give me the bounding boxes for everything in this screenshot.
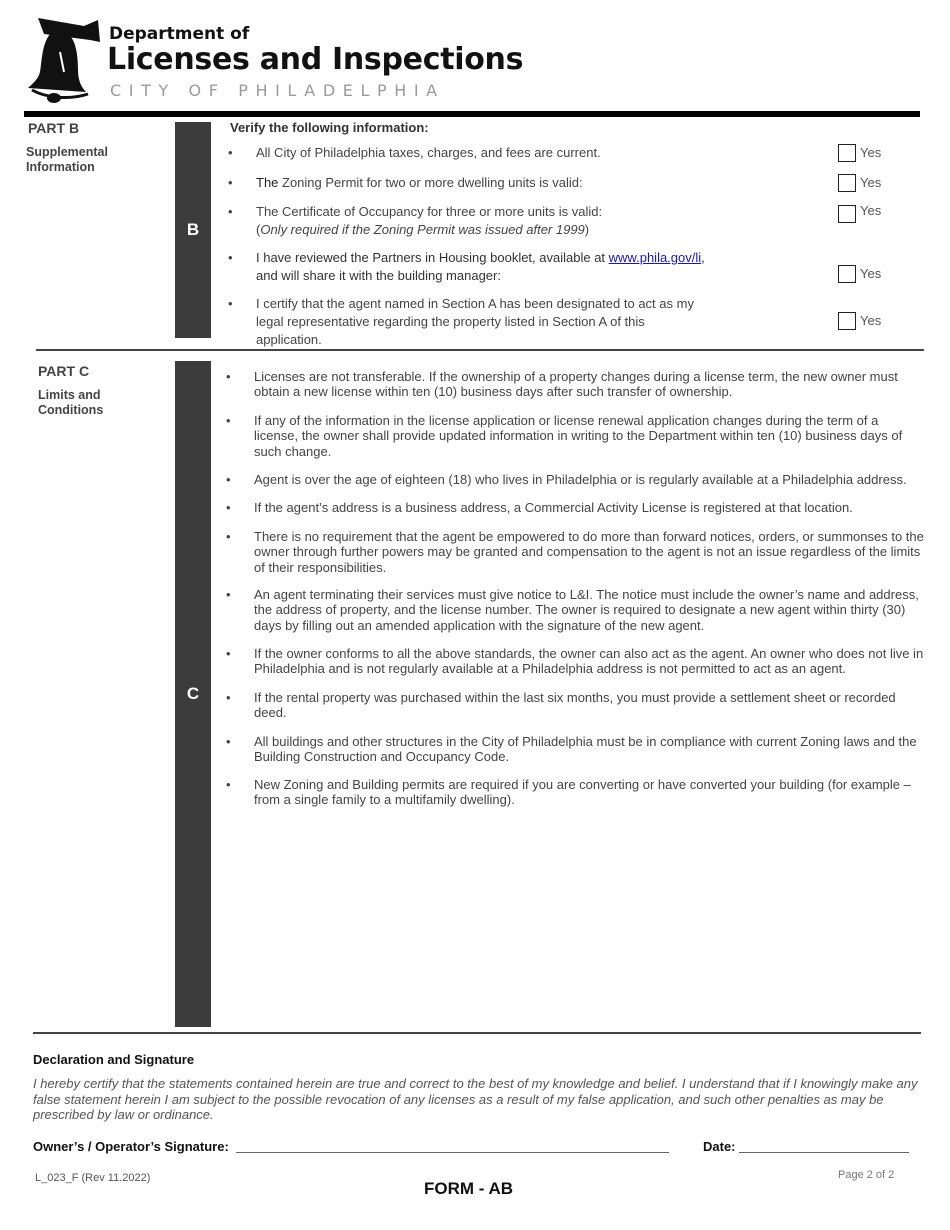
date-label: Date:: [703, 1139, 736, 1154]
section-divider: [33, 1032, 921, 1034]
bullet: •: [226, 500, 231, 515]
signature-field[interactable]: [236, 1152, 669, 1153]
checkbox-icon[interactable]: [838, 205, 856, 223]
verify-title: Verify the following information:: [230, 120, 429, 135]
item-text: If the rental property was purchased within the last six months, you must provide a settlement sheet or recorded deed.: [254, 690, 896, 721]
agency-title: Licenses and Inspections: [107, 42, 524, 77]
part-c-subtitle-line: Limits and: [38, 388, 101, 402]
part-c-subtitle-line: Conditions: [38, 403, 104, 417]
item-text-line: legal representative regarding the property listed in Section A of this: [256, 314, 645, 329]
item-text: An agent terminating their services must give notice to L&I. The notice must include the owner’s name and address, the address of property, and the license number. The owner is required to designate a new agent within thirty (30) days by filling out an amended application with the signature of the new agent.: [254, 587, 919, 633]
bullet: •: [228, 296, 233, 311]
list-item: [226, 690, 926, 721]
part-c-marker: C: [175, 361, 211, 1027]
item-text: All City of Philadelphia taxes, charges, and fees are current.: [256, 145, 601, 160]
checkbox-label: Yes: [860, 203, 882, 218]
item-text-line2: and will share it with the building manager:: [256, 268, 501, 283]
item-text: There is no requirement that the agent be empowered to do more than forward notices, orders, or summonses to the owner through further powers may be granted and compensation to the agent is not an issue regardless of the limits of their responsibilities.: [254, 529, 924, 575]
checkbox-icon[interactable]: [838, 265, 856, 283]
form-name: FORM - AB: [424, 1179, 514, 1198]
liberty-bell-icon: [24, 12, 104, 104]
list-item: [226, 369, 926, 400]
item-text: If the agent’s address is a business address, a Commercial Activity License is registered at that location.: [254, 500, 853, 515]
note-paren: ): [584, 222, 590, 237]
checkbox-icon[interactable]: [838, 144, 856, 162]
item-note: Only required if the Zoning Permit was issued after 1999: [260, 222, 585, 237]
phila-link[interactable]: www.phila.gov/li: [608, 250, 702, 265]
note-paren: (: [256, 222, 261, 237]
bullet: •: [226, 777, 231, 792]
part-b-marker: B: [175, 122, 211, 338]
part-b-subtitle: [26, 145, 108, 175]
item-text: [256, 295, 694, 349]
list-item: [228, 249, 808, 285]
declaration-text: I hereby certify that the statements contained herein are true and correct to the best of my knowledge and belief. I understand that if I knowingly make any false statement herein I am subject to the possible revocation of any licenses as a result of my false application, and such other penalties as may be prescribed by law or ordinance.: [33, 1076, 918, 1122]
bullet: •: [228, 175, 233, 190]
item-text-line: application.: [256, 332, 322, 347]
city-label: CITY OF PHILADELPHIA: [110, 81, 445, 100]
list-item: [228, 144, 808, 162]
header-rule: [24, 111, 920, 117]
bullet: •: [226, 690, 231, 705]
list-item: [226, 472, 926, 487]
list-item: [226, 646, 926, 677]
item-text: [256, 174, 583, 192]
item-text-line: I certify that the agent named in Section A has been designated to act as my: [256, 296, 694, 311]
page-header: [24, 10, 920, 105]
item-text: If the owner conforms to all the above standards, the owner can also act as the agent. An owner who does not live in Philadelphia and is not regularly available at a Philadelphia address is not permitted to act as an agent.: [254, 646, 924, 677]
list-item: [228, 174, 808, 192]
item-text: [256, 249, 705, 285]
item-text-main: The Certificate of Occupancy for three or more units is valid:: [256, 204, 603, 219]
list-item: [226, 413, 926, 459]
page-number: Page 2 of 2: [838, 1169, 895, 1181]
checkbox-label: Yes: [860, 266, 882, 281]
bullet: •: [228, 250, 233, 265]
item-text-after: ,: [701, 250, 705, 265]
item-text-main: Zoning Permit for two or more dwelling units is valid:: [282, 175, 583, 190]
date-field[interactable]: [739, 1152, 909, 1153]
bullet: •: [226, 529, 231, 544]
bullet: •: [226, 646, 231, 661]
list-item: [226, 777, 926, 808]
bullet: •: [226, 413, 231, 428]
bullet: •: [226, 472, 231, 487]
bullet: •: [226, 369, 231, 384]
bullet: •: [226, 587, 231, 602]
item-text: [256, 203, 602, 239]
declaration-title: Declaration and Signature: [33, 1052, 195, 1067]
checkbox-label: Yes: [860, 145, 882, 160]
part-c-label: PART C: [38, 363, 90, 379]
checkbox-icon[interactable]: [838, 312, 856, 330]
department-label: Department of: [109, 24, 250, 44]
part-c-subtitle: [38, 388, 103, 418]
list-item: [226, 500, 926, 515]
part-b-subtitle-line: Information: [26, 160, 95, 174]
list-item: [226, 587, 926, 633]
checkbox-label: Yes: [860, 313, 882, 328]
item-text: Agent is over the age of eighteen (18) who lives in Philadelphia or is regularly available at a Philadelphia address.: [254, 472, 907, 487]
item-text: All buildings and other structures in the City of Philadelphia must be in compliance with current Zoning laws and the Building Construction and Occupancy Code.: [254, 734, 917, 765]
checkbox-icon[interactable]: [838, 174, 856, 192]
signature-label: Owner’s / Operator’s Signature:: [33, 1139, 229, 1154]
form-code: L_023_F (Rev 11.2022): [35, 1172, 151, 1184]
list-item: [228, 295, 808, 349]
item-text-prefix: The: [256, 175, 283, 190]
bullet: •: [228, 204, 233, 219]
bullet: •: [228, 145, 233, 160]
list-item: [228, 203, 808, 239]
section-divider: [36, 349, 924, 351]
item-text-main: I have reviewed the Partners in Housing booklet, available at: [256, 250, 609, 265]
list-item: [226, 734, 926, 765]
item-text: Licenses are not transferable. If the ownership of a property changes during a license term, the new owner must obtain a new license within ten (10) business days after such transfer of ownership.: [254, 369, 898, 400]
part-b-subtitle-line: Supplemental: [26, 145, 108, 159]
bullet: •: [226, 734, 231, 749]
item-text: If any of the information in the license application or license renewal application changes during the term of a license, the owner shall provide updated information in writing to the Department within ten (10) business days of such change.: [254, 413, 903, 459]
list-item: [226, 529, 926, 575]
part-b-label: PART B: [28, 120, 80, 136]
checkbox-label: Yes: [860, 175, 882, 190]
item-text: New Zoning and Building permits are required if you are converting or have converted your building (for example – from a single family to a multifamily dwelling).: [254, 777, 911, 808]
